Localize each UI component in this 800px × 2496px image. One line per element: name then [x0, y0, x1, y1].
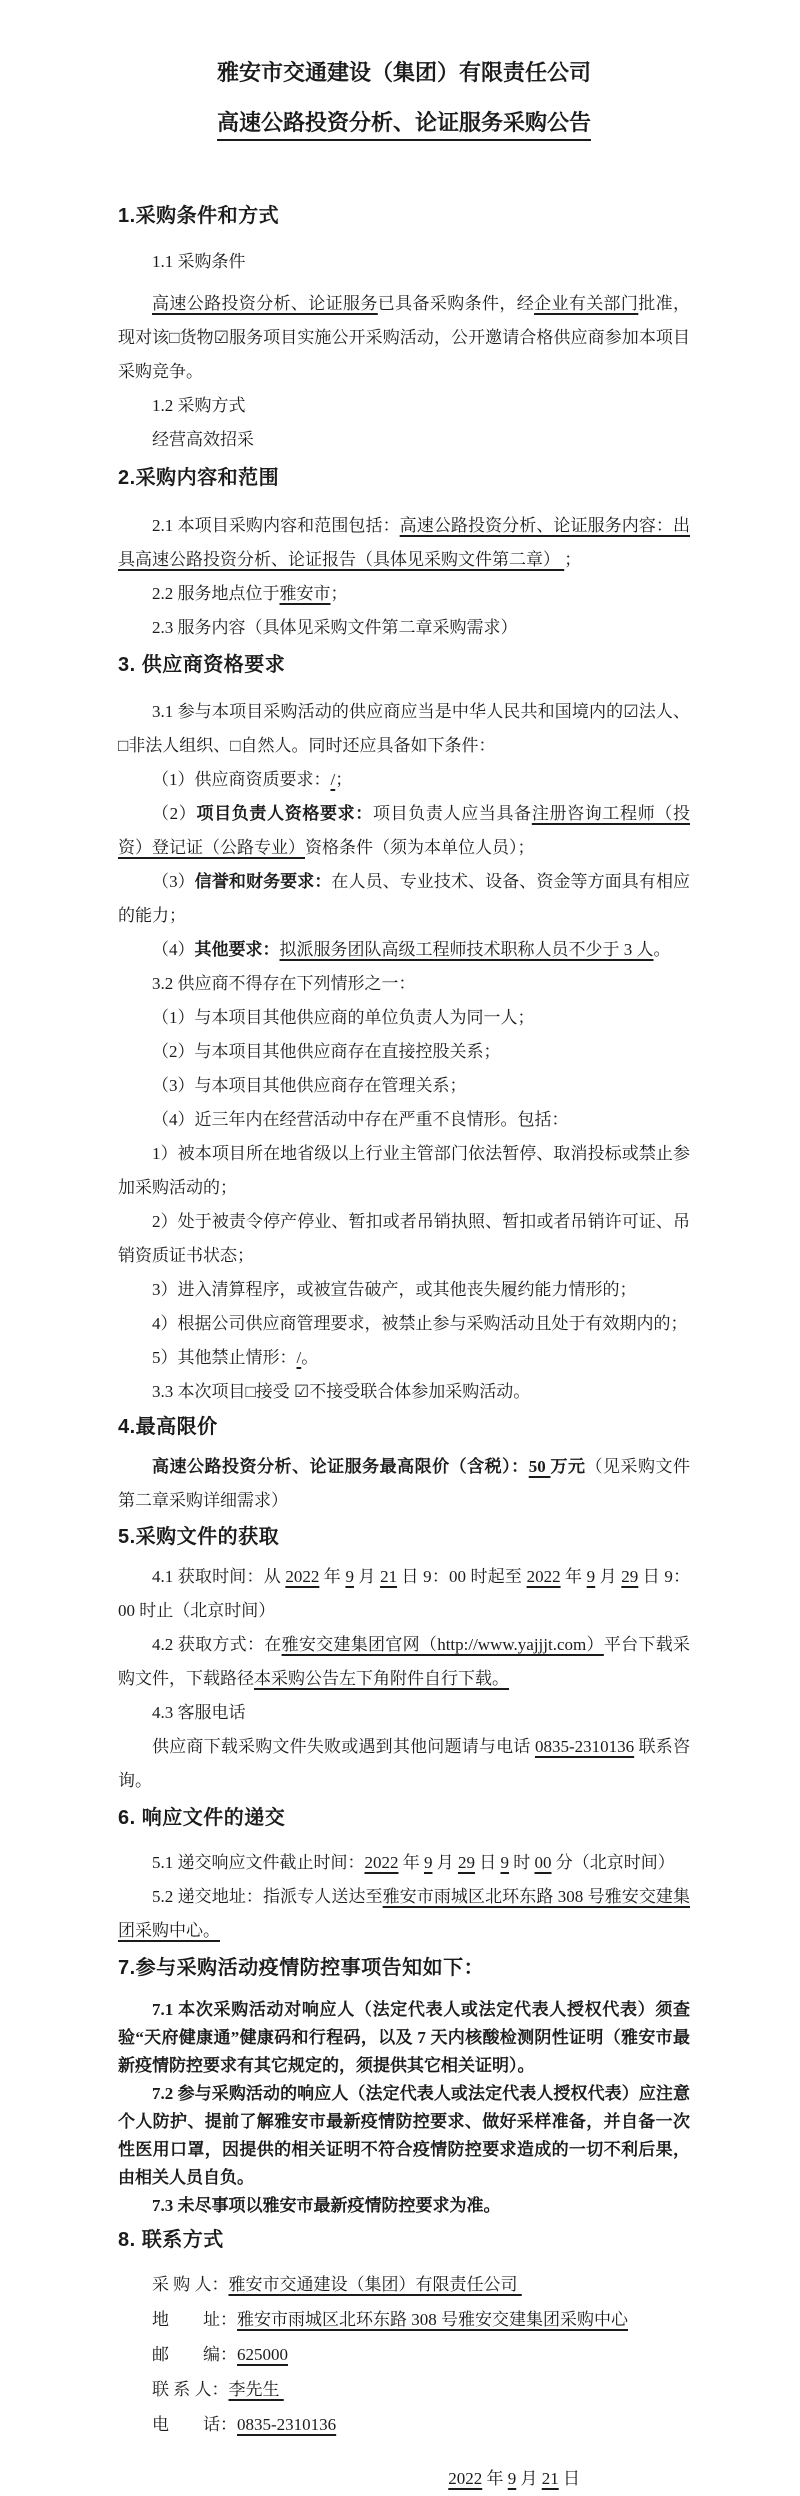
section-8-heading: 8. 联系方式	[118, 2229, 224, 2251]
contact-row-purchaser	[118, 2268, 690, 2302]
scope-text: 高速公路投资分析、论证服务内容：出具高速公路投资分析、论证报告（具体见采购文件第二章）	[118, 516, 691, 569]
clause-4-3-body: 供应商下载采购文件失败或遇到其他问题请与电话 0835-2310136 联系咨询。	[118, 1737, 691, 1790]
contact-value-address: 雅安市雨城区北环东路 308 号雅安交建集团采购中心	[237, 2310, 628, 2329]
section-1-heading: 1.采购条件和方式	[118, 205, 280, 227]
qualification-certificate-text: 注册咨询工程师（投资）登记证（公路专业）	[118, 804, 691, 857]
clause-4-2-obtain-way: 4.2 获取方式：在雅安交建集团官网（http://www.yajjjt.com）平台下载采购文件，下载路径本采购公告左下角附件自行下载。	[118, 1635, 691, 1688]
service-location-text: 雅安市	[279, 584, 331, 603]
section-4-heading: 4.最高限价	[118, 1416, 218, 1438]
section-3-heading: 3. 供应商资格要求	[118, 654, 286, 676]
contact-label-purchaser: 采 购 人：	[152, 2275, 229, 2294]
contact-row-phone	[118, 2408, 690, 2442]
clause-7-1: 7.1 本次采购活动对响应人（法定代表人或法定代表人授权代表）须查验“天府健康通”健康码和行程码，以及 7 天内核酸检测阴性证明（雅安市最新疫情防控要求有其它规定的，须提供其它相关证明）。	[118, 2000, 690, 2075]
contact-value-postcode: 625000	[237, 2345, 288, 2364]
contact-value-phone: 0835-2310136	[237, 2415, 337, 2434]
procurement-subject-text: 高速公路投资分析、论证服务	[152, 294, 378, 313]
clause-2-2: 2.2 服务地点位于雅安市；	[152, 584, 348, 603]
announcement-date: 2022 年 9 月 21 日	[448, 2469, 580, 2488]
document-title-announcement-text: 高速公路投资分析、论证服务采购公告	[217, 110, 591, 141]
clause-3-1-item-2: （2）项目负责人资格要求：项目负责人应当具备注册咨询工程师（投资）登记证（公路专业）资格条件（须为本单位人员）；	[118, 804, 691, 857]
price-limit-paragraph: 高速公路投资分析、论证服务最高限价（含税）：50 万元（见采购文件第二章采购详细需求）	[118, 1457, 691, 1510]
price-limit-value: 50	[528, 1457, 551, 1476]
clause-3-2-item-4-sub-3: 3）进入清算程序，或被宣告破产，或其他丧失履约能力情形的；	[152, 1280, 637, 1299]
team-requirement-text: 拟派服务团队高级工程师技术职称人员不少于 3 人	[279, 940, 654, 959]
clause-3-2-item-4-sub-5: 5）其他禁止情形：/。	[152, 1348, 319, 1367]
service-phone-number: 0835-2310136	[534, 1737, 635, 1756]
clause-5-1-deadline: 5.1 递交响应文件截止时间：2022 年 9 月 29 日 9 时 00 分（北京时间）	[152, 1853, 675, 1872]
submission-address-text: 雅安市雨城区北环东路 308 号雅安交建集团采购中心。	[118, 1887, 691, 1940]
contact-row-person	[118, 2373, 690, 2407]
clause-3-2-item-3: （3）与本项目其他供应商存在管理关系；	[152, 1076, 467, 1095]
section-5-heading: 5.采购文件的获取	[118, 1526, 280, 1548]
goods-service-checkbox-text: 批准，现对该□货物☑服务项目实施公开采购活动，公开邀请合格供应商参加本项目采购竞争。	[118, 294, 691, 381]
clause-3-2-item-1: （1）与本项目其他供应商的单位负责人为同一人；	[152, 1008, 535, 1027]
section-6-heading: 6. 响应文件的递交	[118, 1807, 286, 1829]
clause-3-3: 3.3 本次项目□接受 ☑不接受联合体参加采购活动。	[152, 1382, 531, 1401]
clause-4-1-obtain-time: 4.1 获取时间：从 2022 年 9 月 21 日 9：00 时起至 2022 年 9 月 29 日 9：00 时止（北京时间）	[118, 1567, 691, 1620]
clause-7-3: 7.3 未尽事项以雅安市最新疫情防控要求为准。	[152, 2196, 501, 2215]
clause-3-2-item-4: （4）近三年内在经营活动中存在严重不良情形。包括：	[152, 1110, 569, 1129]
document-title-announcement	[118, 108, 690, 138]
contact-value-person: 李先生	[228, 2380, 284, 2399]
section-7-heading: 7.参与采购活动疫情防控事项告知如下：	[118, 1957, 485, 1979]
clause-1-2-body: 经营高效招采	[152, 430, 254, 449]
clause-7-2: 7.2 参与采购活动的响应人（法定代表人或法定代表人授权代表）应注意个人防护、提前了解雅安市最新疫情防控要求、做好采样准备，并自备一次性医用口罩，因提供的相关证明不符合疫情防控要求造成的一切不利后果，由相关人员自负。	[118, 2084, 690, 2187]
section-2-heading: 2.采购内容和范围	[118, 467, 280, 489]
document-title-company: 雅安市交通建设（集团）有限责任公司	[216, 60, 591, 85]
clause-3-2-item-4-sub-4: 4）根据公司供应商管理要求，被禁止参与采购活动且处于有效期内的；	[152, 1314, 688, 1333]
contact-row-postcode	[118, 2338, 690, 2372]
clause-3-1-item-3: （3）信誉和财务要求：在人员、专业技术、设备、资金等方面具有相应的能力；	[118, 872, 691, 925]
approval-department-text: 企业有关部门	[534, 294, 639, 313]
clause-2-3: 2.3 服务内容（具体见采购文件第二章采购需求）	[152, 618, 518, 637]
contact-row-address	[118, 2303, 690, 2337]
clause-1-1-body: 高速公路投资分析、论证服务已具备采购条件，经企业有关部门批准，现对该□货物☑服务项目实施公开采购活动，公开邀请合格供应商参加本项目采购竞争。	[118, 294, 691, 381]
clause-3-1-item-1: （1）供应商资质要求：/；	[152, 770, 353, 789]
official-website-url-text: 雅安交建集团官网（http://www.yajjjt.com）	[281, 1635, 604, 1654]
download-path-text: 本采购公告左下角附件自行下载。	[254, 1669, 509, 1688]
clause-3-2-item-2: （2）与本项目其他供应商存在直接控股关系；	[152, 1042, 501, 1061]
clause-3-2-item-4-sub-2: 2）处于被责令停产停业、暂扣或者吊销执照、暂扣或者吊销许可证、吊销资质证书状态；	[118, 1212, 690, 1265]
clause-3-1: 3.1 参与本项目采购活动的供应商应当是中华人民共和国境内的☑法人、□非法人组织、□自然人。同时还应具备如下条件：	[118, 702, 690, 755]
clause-1-2-heading: 1.2 采购方式	[152, 396, 246, 415]
contact-value-purchaser: 雅安市交通建设（集团）有限责任公司	[228, 2275, 522, 2294]
clause-2-1: 2.1 本项目采购内容和范围包括：高速公路投资分析、论证服务内容：出具高速公路投资分析、论证报告（具体见采购文件第二章） ；	[118, 516, 691, 569]
contact-label-phone: 电 话：	[152, 2415, 237, 2434]
contact-label-postcode: 邮 编：	[152, 2345, 237, 2364]
clause-5-2-address: 5.2 递交地址：指派专人送达至雅安市雨城区北环东路 308 号雅安交建集团采购中心。	[118, 1887, 691, 1940]
contact-label-address: 地 址：	[152, 2310, 237, 2329]
clause-3-2-item-4-sub-1: 1）被本项目所在地省级以上行业主管部门依法暂停、取消投标或禁止参加采购活动的；	[118, 1144, 690, 1197]
clause-4-3-heading: 4.3 客服电话	[152, 1703, 246, 1722]
clause-3-1-item-4: （4）其他要求：拟派服务团队高级工程师技术职称人员不少于 3 人。	[152, 940, 671, 959]
contact-label-person: 联 系 人：	[152, 2380, 229, 2399]
clause-1-1-heading: 1.1 采购条件	[152, 252, 246, 271]
clause-3-2: 3.2 供应商不得存在下列情形之一：	[152, 974, 416, 993]
